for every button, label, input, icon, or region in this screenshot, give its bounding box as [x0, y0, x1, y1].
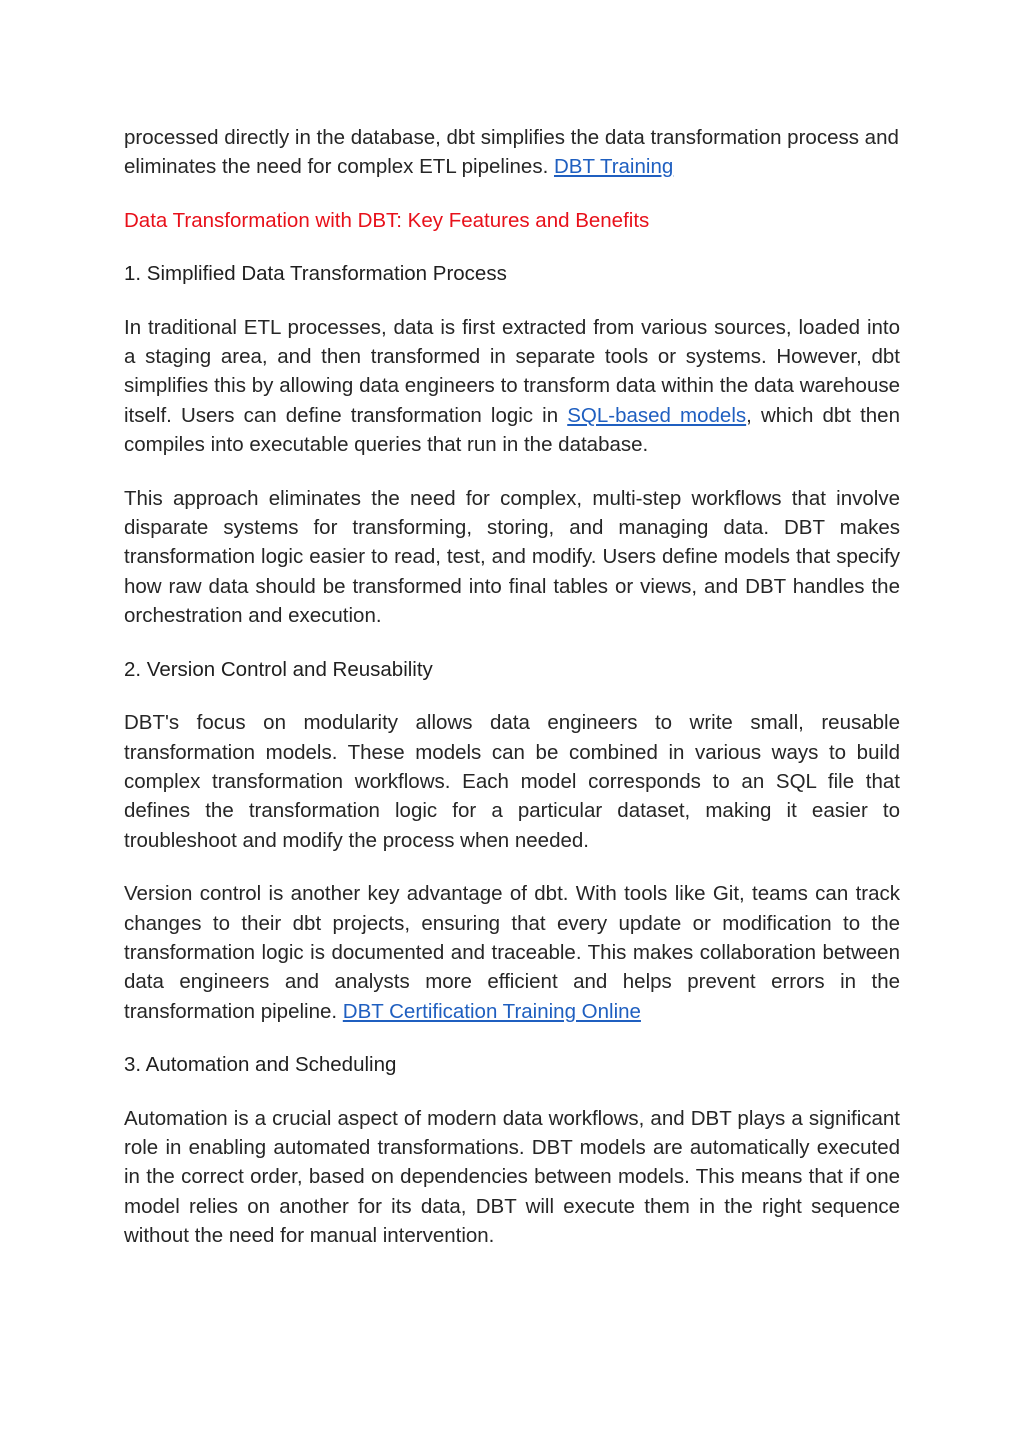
section1-paragraph-2: This approach eliminates the need for complex, multi-step workflows that involve disparate systems for transforming, storing, and managing data. DBT makes transformation logic easier to read, test, and modify. Users define models that specify how raw data should be transformed into final tables or views, and DBT handles the orchestration and execution.	[124, 486, 900, 628]
section2-paragraph-2	[124, 879, 900, 1026]
section3-paragraph-1: Automation is a crucial aspect of modern data workflows, and DBT plays a significant role in enabling automated transformations. DBT models are automatically executed in the correct order, based on dependencies between models. This means that if one model relies on another for its data, DBT will execute them in the right sequence without the need for manual intervention.	[124, 1106, 900, 1248]
intro-text: processed directly in the database, dbt simplifies the data transformation process and eliminates the need for complex ETL pipelines.	[124, 126, 899, 179]
section2-heading: 2. Version Control and Reusability	[124, 657, 433, 681]
section1-heading: 1. Simplified Data Transformation Process	[124, 262, 507, 286]
section1-p1-tail: , which dbt then compiles into executable queries that run in the database.	[124, 403, 900, 457]
document-page	[124, 123, 900, 1275]
section2-p2-text: Version control is another key advantage of dbt. With tools like Git, teams can track changes to their dbt projects, ensuring that every update or modification to the transformation logic is documented and traceable. This makes collaboration between data engineers and analysts more efficient and helps prevent errors in the transformation pipeline.	[124, 882, 900, 1023]
section1-paragraph-1	[124, 313, 900, 460]
section2-paragraph-1: DBT's focus on modularity allows data engineers to write small, reusable transformation models. These models can be combined in various ways to build complex transformation workflows. Each model corresponds to an SQL file that defines the transformation logic for a particular dataset, making it easier to troubleshoot and modify the process when needed.	[124, 711, 900, 852]
sql-based-models-link[interactable]: SQL-based models	[567, 403, 747, 427]
dbt-certification-training-link[interactable]: DBT Certification Training Online	[342, 999, 641, 1023]
main-heading: Data Transformation with DBT: Key Features and Benefits	[124, 208, 650, 232]
dbt-training-link[interactable]: DBT Training	[553, 155, 674, 179]
section1-p1-text: In traditional ETL processes, data is first extracted from various sources, loaded into a staging area, and then transformed in separate tools or systems. However, dbt simplifies this by allowing data engineers to transform data within the data warehouse itself. Users can define transformation logic in	[124, 315, 900, 427]
intro-paragraph	[124, 123, 900, 182]
section3-heading: 3. Automation and Scheduling	[124, 1053, 397, 1077]
